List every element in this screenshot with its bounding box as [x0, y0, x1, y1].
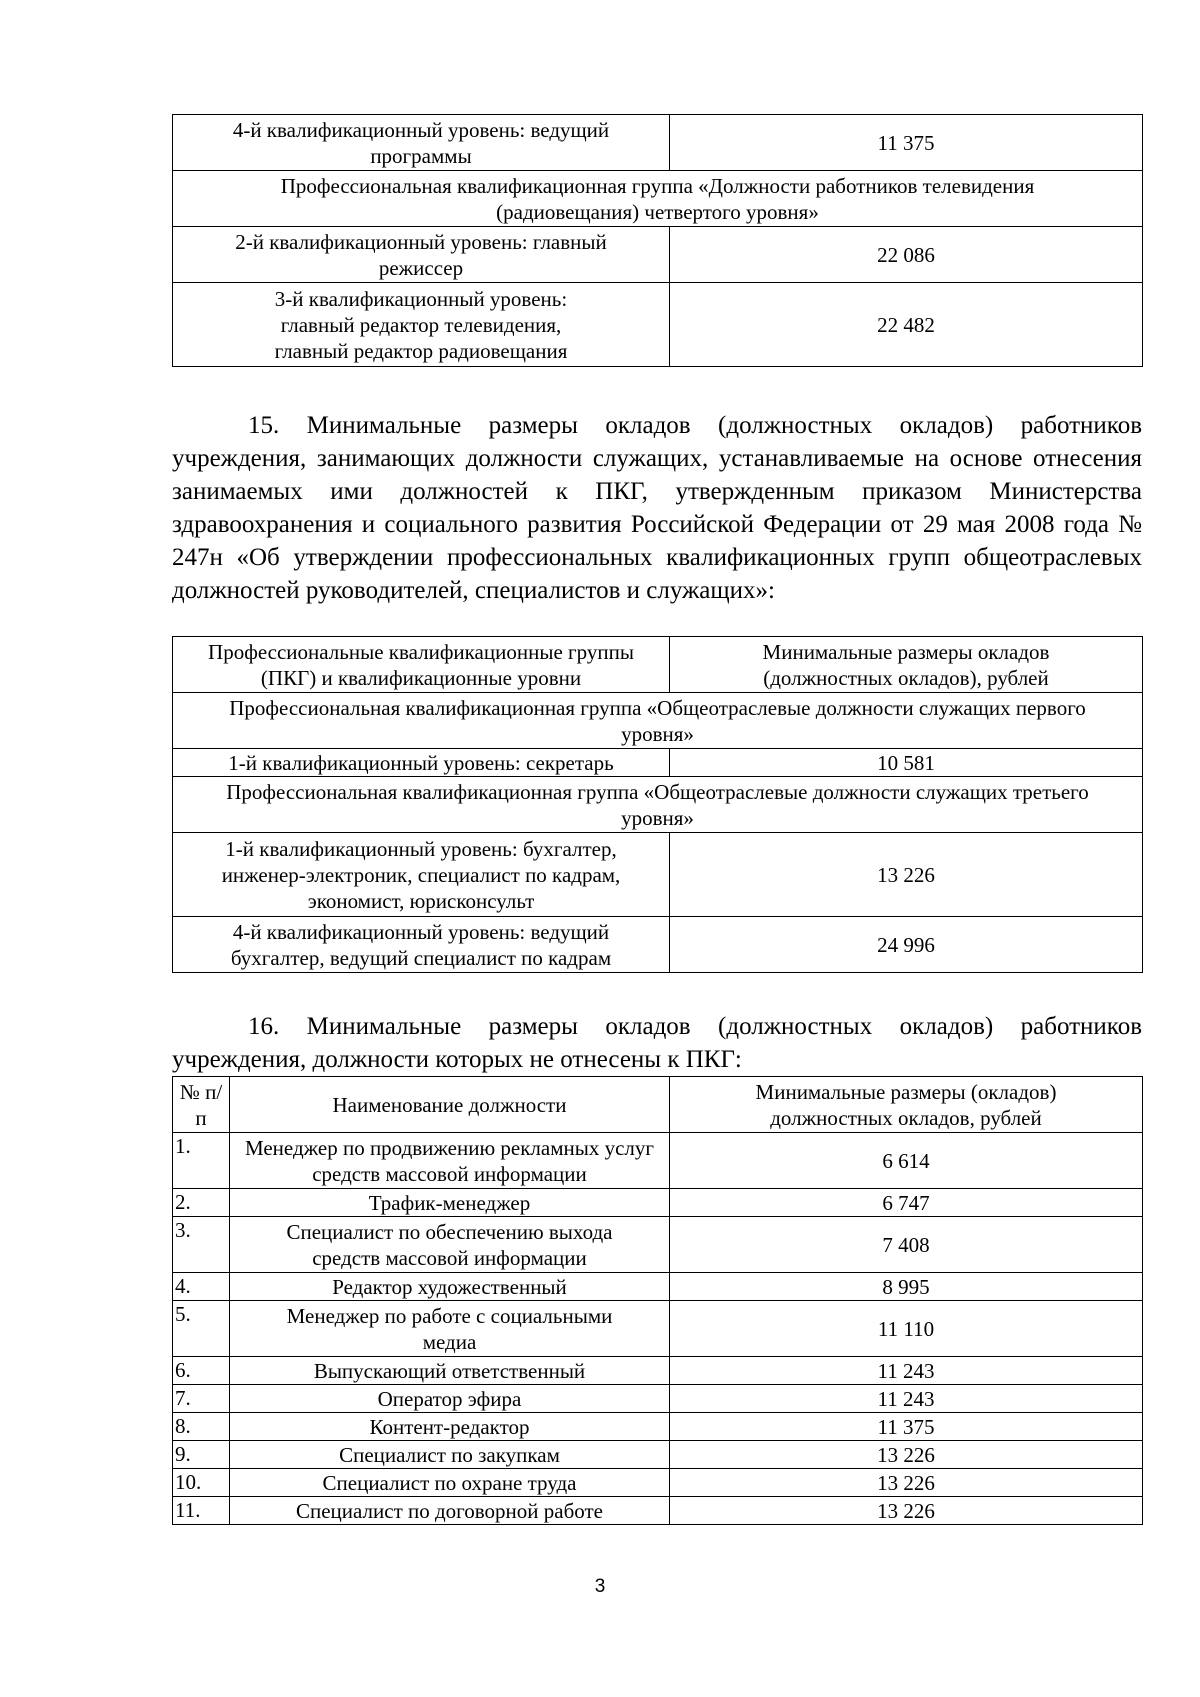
header-pkg-cell: Профессиональные квалификационные группы (ПКГ) и квалификационные уровни	[173, 637, 670, 693]
paragraph-15	[172, 409, 1142, 607]
row-number-cell: 5.	[173, 1301, 230, 1357]
row-number-cell: 10.	[173, 1469, 230, 1497]
table-row	[173, 1469, 1143, 1497]
table-row	[173, 227, 1143, 283]
salary-value-cell: 11 243	[670, 1385, 1143, 1413]
salary-value-cell: 11 375	[670, 115, 1143, 171]
header-number-cell: № п/п	[173, 1077, 230, 1133]
table-row	[173, 1441, 1143, 1469]
table-row	[173, 1385, 1143, 1413]
paragraph-16	[172, 1010, 1142, 1076]
table-row	[173, 171, 1143, 227]
salary-value-cell: 13 226	[670, 1441, 1143, 1469]
salary-value-cell: 11 110	[670, 1301, 1143, 1357]
table-row	[173, 777, 1143, 833]
paragraph-16-text: 16. Минимальные размеры окладов (должностных окладов) работников учреждения, должности которых не отнесены к ПКГ:	[172, 1013, 1142, 1073]
page-number: 3	[594, 1576, 606, 1597]
table-row	[173, 115, 1143, 171]
table-row	[173, 1133, 1143, 1189]
position-name-cell: Контент-редактор	[230, 1413, 670, 1441]
salary-value-cell: 6 614	[670, 1133, 1143, 1189]
qualification-level-cell: 4-й квалификационный уровень: ведущий бухгалтер, ведущий специалист по кадрам	[173, 917, 670, 973]
position-name-cell: Специалист по обеспечению выхода средств массовой информации	[230, 1217, 670, 1273]
qualification-level-cell: 1-й квалификационный уровень: бухгалтер, инженер-электроник, специалист по кадрам, экономист, юрисконсульт	[173, 833, 670, 917]
paragraph-15-text: 15. Минимальные размеры окладов (должностных окладов) работников учреждения, занимающих должности служащих, устанавливаемые на основе отнесения занимаемых ими должностей к ПКГ, утвержденным приказом Министерства здравоохранения и социального развития Российской Федерации от 29 мая 2008 года № 247н «Об утверждении профессиональных квалификационных групп общеотраслевых должностей руководителей, специалистов и служащих»:	[172, 412, 1142, 604]
salary-value-cell: 11 375	[670, 1413, 1143, 1441]
row-number-cell: 2.	[173, 1189, 230, 1217]
salary-value-cell: 11 243	[670, 1357, 1143, 1385]
salary-value-cell: 13 226	[670, 1497, 1143, 1525]
qualification-group-cell: Профессиональная квалификационная группа «Общеотраслевые должности служащих первого уровня»	[173, 693, 1143, 749]
position-name-cell: Редактор художественный	[230, 1273, 670, 1301]
qualification-group-cell: Профессиональная квалификационная группа «Должности работников телевидения (радиовещания) четвертого уровня»	[173, 171, 1143, 227]
document-page	[172, 114, 1142, 1525]
row-number-cell: 8.	[173, 1413, 230, 1441]
salary-table-other	[172, 1076, 1143, 1525]
table-row	[173, 749, 1143, 777]
row-number-cell: 9.	[173, 1441, 230, 1469]
table-row	[173, 1413, 1143, 1441]
row-number-cell: 3.	[173, 1217, 230, 1273]
qualification-level-cell: 1-й квалификационный уровень: секретарь	[173, 749, 670, 777]
salary-value-cell: 7 408	[670, 1217, 1143, 1273]
salary-table-pkg	[172, 636, 1143, 973]
table-header-row	[173, 1077, 1143, 1133]
position-name-cell: Менеджер по продвижению рекламных услуг средств массовой информации	[230, 1133, 670, 1189]
row-number-cell: 11.	[173, 1497, 230, 1525]
header-salary-cell: Минимальные размеры окладов (должностных окладов), рублей	[670, 637, 1143, 693]
salary-value-cell: 22 482	[670, 283, 1143, 367]
table-row	[173, 1189, 1143, 1217]
position-name-cell: Специалист по закупкам	[230, 1441, 670, 1469]
row-number-cell: 7.	[173, 1385, 230, 1413]
table-row	[173, 833, 1143, 917]
row-number-cell: 4.	[173, 1273, 230, 1301]
table-row	[173, 1357, 1143, 1385]
salary-table-tv	[172, 114, 1143, 367]
table-row	[173, 1273, 1143, 1301]
qualification-level-cell: 4-й квалификационный уровень: ведущий программы	[173, 115, 670, 171]
salary-value-cell: 13 226	[670, 1469, 1143, 1497]
salary-value-cell: 6 747	[670, 1189, 1143, 1217]
table-row	[173, 283, 1143, 367]
qualification-level-cell: 3-й квалификационный уровень: главный редактор телевидения, главный редактор радиовещания	[173, 283, 670, 367]
table-row	[173, 1301, 1143, 1357]
table-header-row	[173, 637, 1143, 693]
position-name-cell: Специалист по договорной работе	[230, 1497, 670, 1525]
position-name-cell: Оператор эфира	[230, 1385, 670, 1413]
salary-value-cell: 13 226	[670, 833, 1143, 917]
header-salary-cell: Минимальные размеры (окладов) должностных окладов, рублей	[670, 1077, 1143, 1133]
header-position-cell: Наименование должности	[230, 1077, 670, 1133]
qualification-group-cell: Профессиональная квалификационная группа «Общеотраслевые должности служащих третьего уровня»	[173, 777, 1143, 833]
position-name-cell: Менеджер по работе с социальными медиа	[230, 1301, 670, 1357]
salary-value-cell: 8 995	[670, 1273, 1143, 1301]
table-row	[173, 1217, 1143, 1273]
table-row	[173, 693, 1143, 749]
position-name-cell: Специалист по охране труда	[230, 1469, 670, 1497]
row-number-cell: 6.	[173, 1357, 230, 1385]
salary-value-cell: 22 086	[670, 227, 1143, 283]
position-name-cell: Выпускающий ответственный	[230, 1357, 670, 1385]
table-row	[173, 917, 1143, 973]
table-row	[173, 1497, 1143, 1525]
salary-value-cell: 24 996	[670, 917, 1143, 973]
position-name-cell: Трафик-менеджер	[230, 1189, 670, 1217]
salary-value-cell: 10 581	[670, 749, 1143, 777]
qualification-level-cell: 2-й квалификационный уровень: главный режиссер	[173, 227, 670, 283]
row-number-cell: 1.	[173, 1133, 230, 1189]
